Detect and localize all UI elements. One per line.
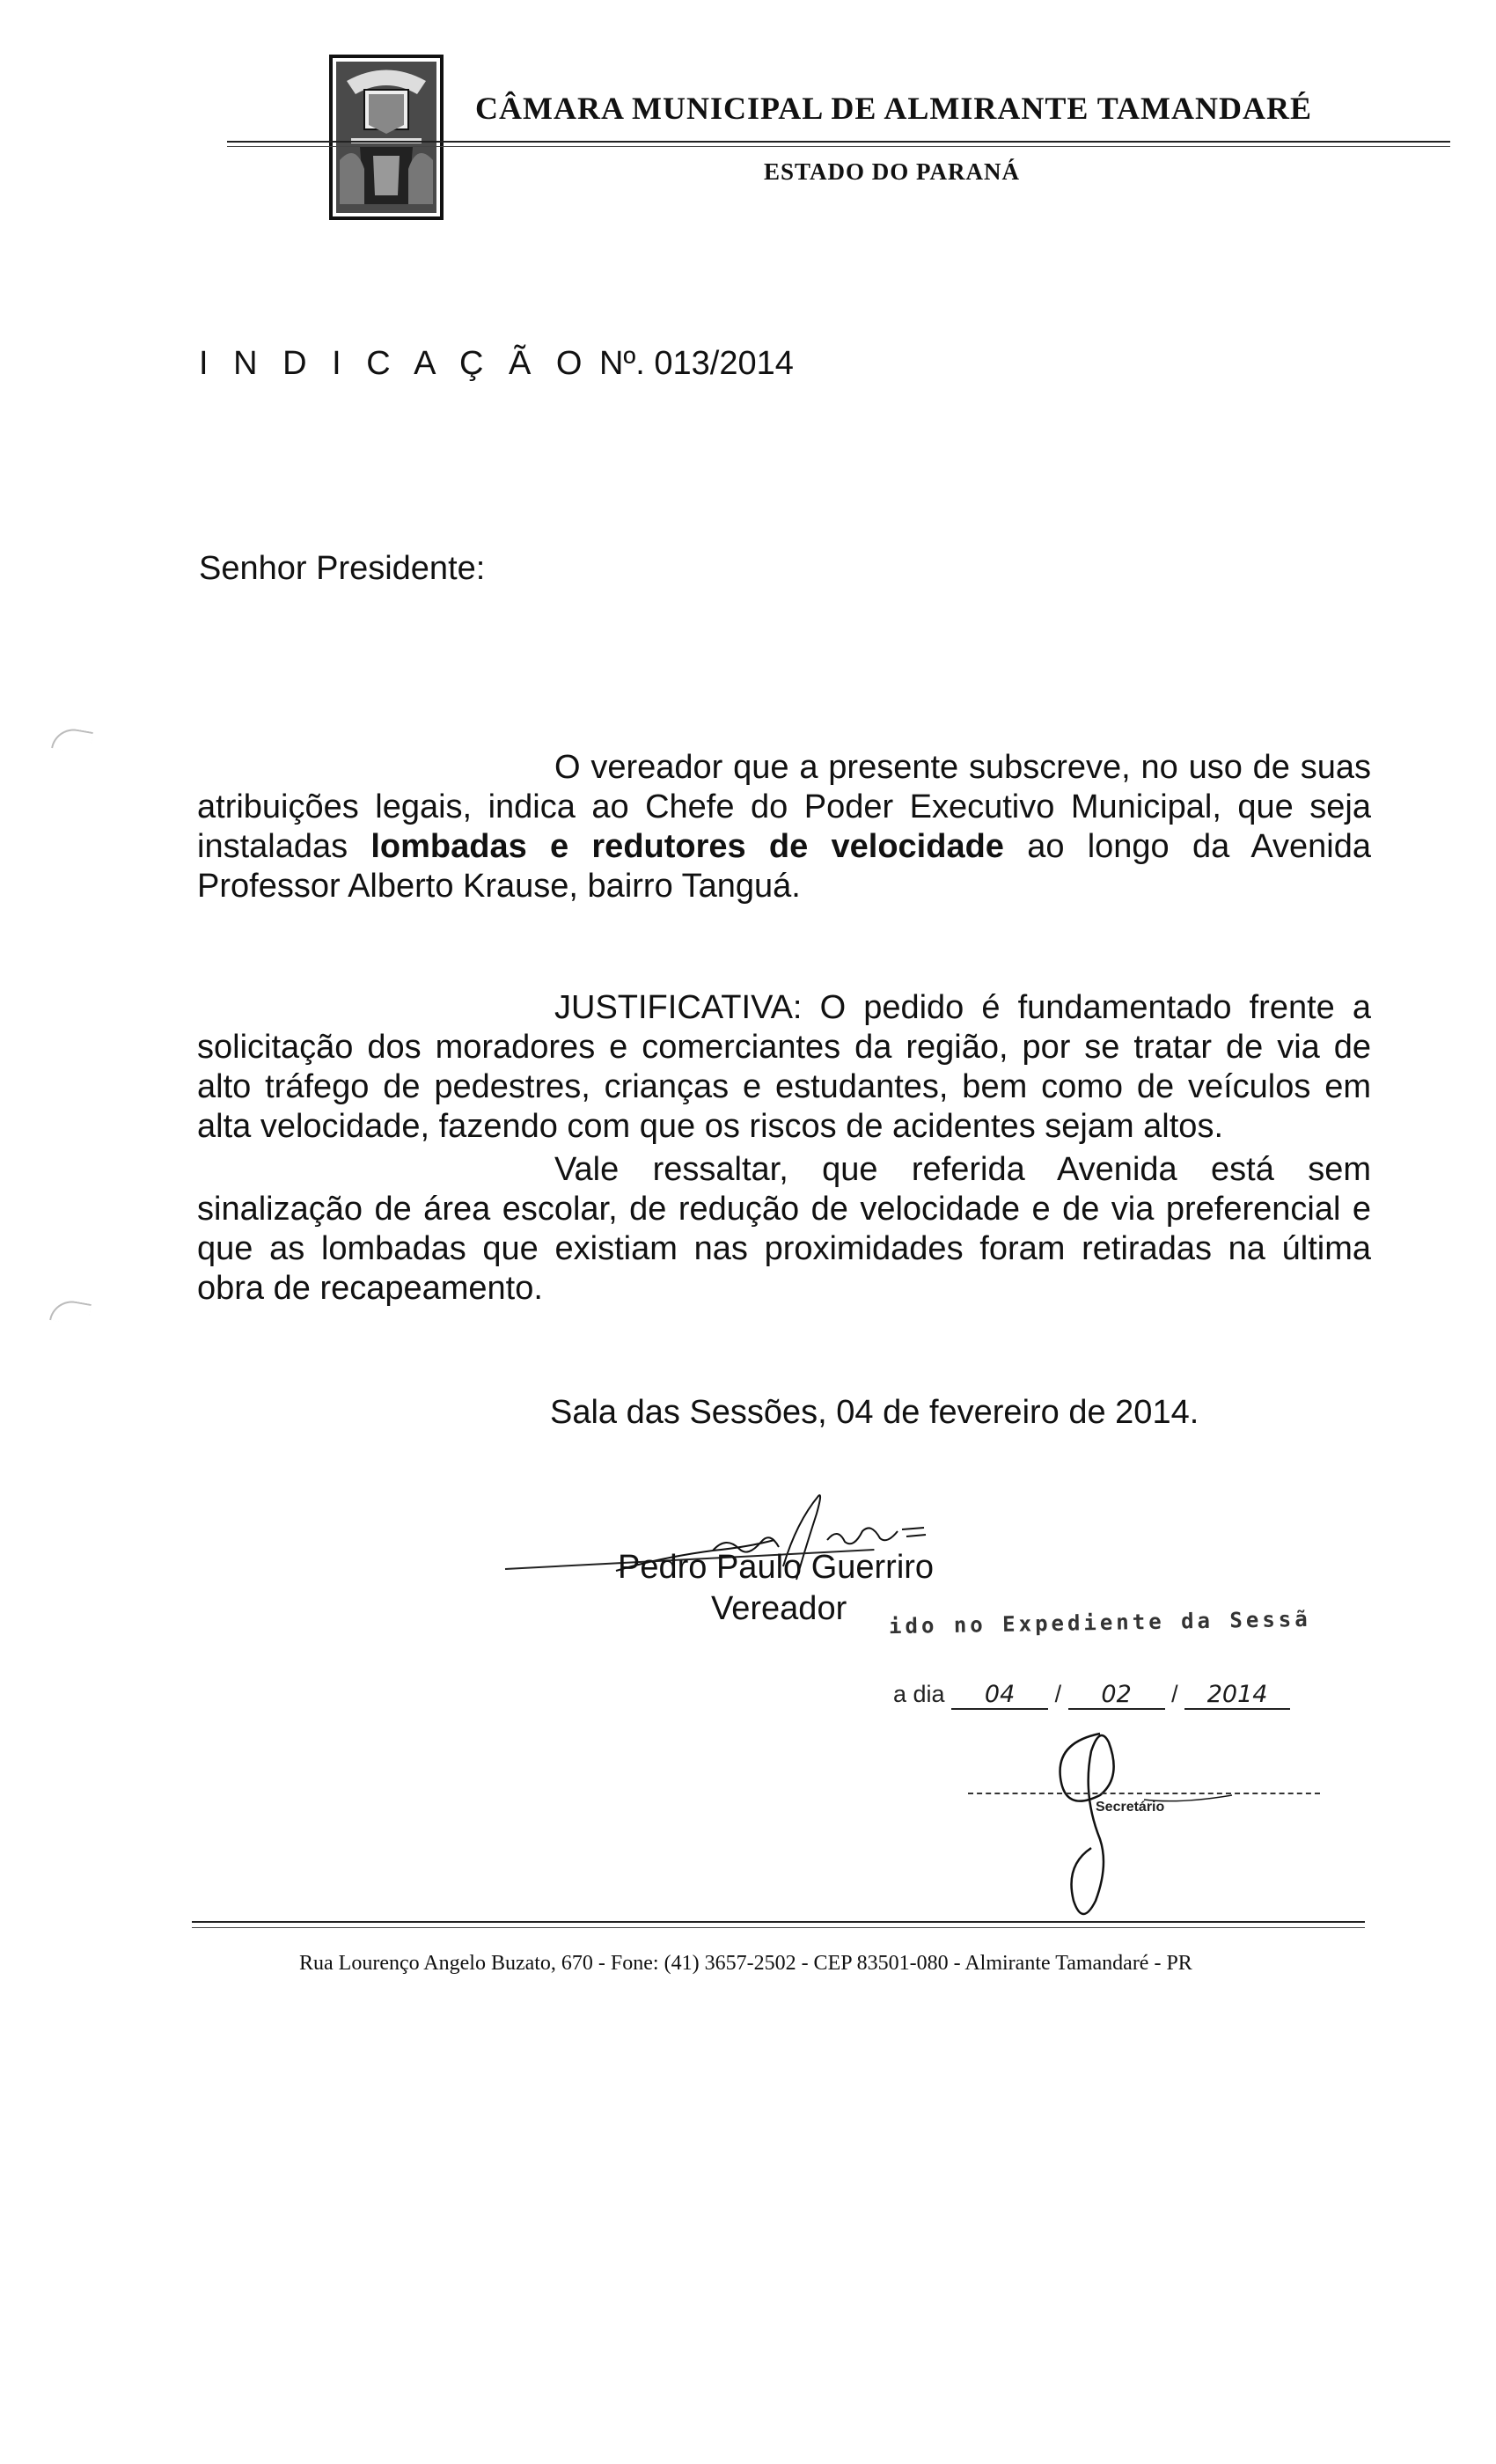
footer-rule (192, 1921, 1365, 1923)
document-number-value: Nº. 013/2014 (598, 345, 794, 382)
paragraph-indication (197, 748, 1371, 906)
stamp-label: Secretário (1096, 1800, 1165, 1815)
footer-rule-thin (192, 1927, 1365, 1928)
stamp-rule (968, 1793, 1320, 1794)
paragraph-remark: Vale ressaltar, que referida Avenida está sem sinalização de área escolar, de redução de velocidade e de via preferencial e que as lombadas que existiam nas proximidades foram retiradas na última obra de recapeamento. (197, 1151, 1371, 1307)
document-type: I N D I C A Ç Ã O (199, 345, 590, 382)
punch-hole-mark (51, 725, 93, 754)
stamp-signature (968, 1725, 1320, 1936)
stamp-day: 04 (951, 1681, 1048, 1710)
organization-state: ESTADO DO PARANÁ (764, 158, 1021, 185)
header-rule (227, 141, 1450, 143)
stamp-month: 02 (1068, 1681, 1165, 1710)
paragraph-indication-bold: lombadas e redutores de velocidade (370, 828, 1004, 865)
signer-name: Pedro Paulo Guerriro (618, 1549, 935, 1586)
paragraph-justification: JUSTIFICATIVA: O pedido é fundamentado frente a solicitação dos moradores e comerciantes da região, por se tratar de via de alto tráfego de pedestres, crianças e estudantes, bem como de veículos em alta velocidade, fazendo com que os riscos de acidentes sejam altos. (197, 989, 1371, 1145)
paragraph-indication-lead: O vereador que a presente subscreve, no uso de suas atribuições legais, indica ao Chefe do Poder Executivo Municipal, que seja instaladas (197, 749, 1371, 865)
coat-of-arms-icon (329, 55, 444, 220)
punch-hole-mark (49, 1297, 92, 1326)
header-rule-thin (227, 146, 1450, 147)
salutation: Senhor Presidente: (199, 550, 486, 587)
stamp-heading: ido no Expediente da Sessã (888, 1606, 1311, 1639)
stamp-year: 2014 (1184, 1681, 1290, 1710)
stamp-day-prefix: a dia (893, 1681, 945, 1707)
closing-date: Sala das Sessões, 04 de fevereiro de 2014. (550, 1394, 1199, 1431)
signer-role: Vereador (711, 1590, 847, 1627)
organization-name: CÂMARA MUNICIPAL DE ALMIRANTE TAMANDARÉ (475, 91, 1313, 126)
footer-address: Rua Lourenço Angelo Buzato, 670 - Fone: (41) 3657-2502 - CEP 83501-080 - Almirante Tamandaré - PR (299, 1952, 1192, 1975)
document-number (199, 345, 794, 383)
paragraph-indication-tail: ao longo da Avenida Professor Alberto Krause, bairro Tanguá. (197, 828, 1371, 905)
stamp-date: a dia 04 / 02 / 2014 (893, 1681, 1290, 1710)
